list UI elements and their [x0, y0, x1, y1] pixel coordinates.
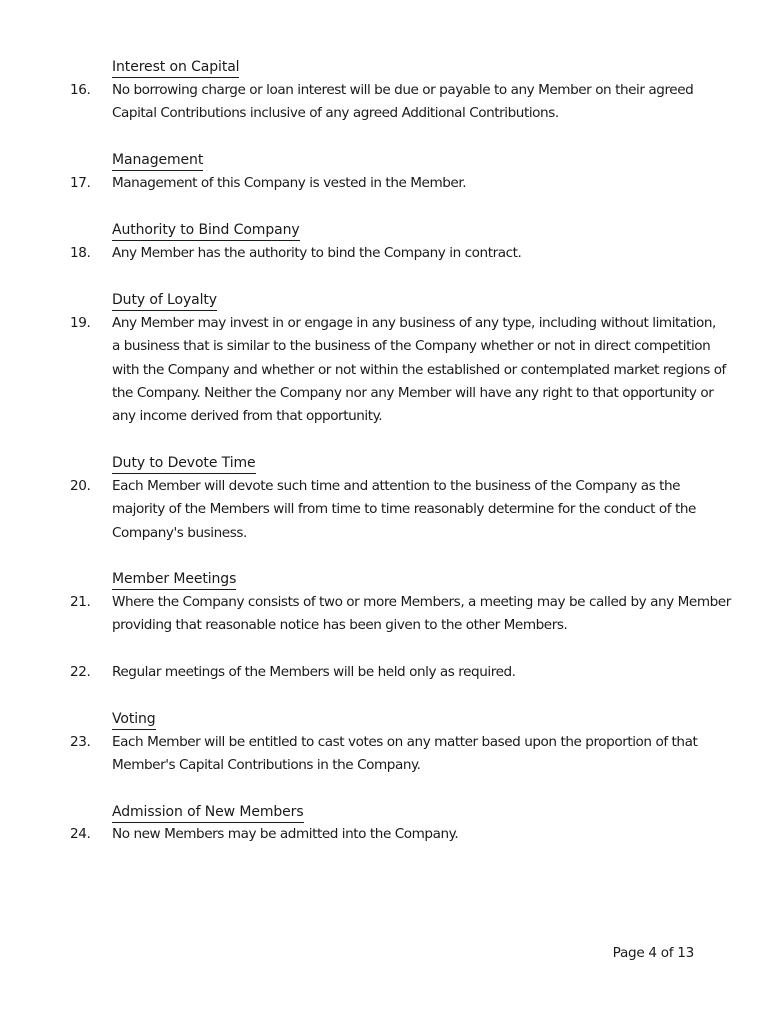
clause-number: 19. [70, 315, 91, 331]
section-heading-authority-to-bind: Authority to Bind Company [112, 220, 300, 241]
clause-number: 21. [70, 594, 91, 610]
clause-line: the Company. Neither the Company nor any Member will have any right to that opportunity or [112, 384, 714, 401]
clause-text [112, 475, 712, 545]
clause-line: Management of this Company is vested in the Member. [112, 175, 467, 191]
section-heading-management: Management [112, 150, 203, 171]
clause-text [112, 172, 712, 195]
clause-line: a business that is similar to the business of the Company whether or not in direct competition [112, 338, 711, 355]
section-heading-voting: Voting [112, 709, 156, 730]
clause-line: with the Company and whether or not within the established or contemplated market regions of [112, 361, 726, 378]
clause-line: Member's Capital Contributions in the Company. [112, 757, 421, 774]
clause-text [112, 242, 712, 265]
clause-line: providing that reasonable notice has been given to the other Members. [112, 617, 568, 634]
clause-line: Capital Contributions inclusive of any agreed Additional Contributions. [112, 105, 559, 122]
clause-number: 20. [70, 478, 91, 494]
clause-text [112, 591, 731, 638]
clause-text [112, 823, 712, 846]
section-heading-member-meetings: Member Meetings [112, 569, 236, 590]
clause-text [112, 731, 712, 778]
clause-number: 17. [70, 175, 91, 191]
clause-number: 24. [70, 826, 91, 842]
clause-number: 18. [70, 245, 91, 261]
clause-line: majority of the Members will from time to time reasonably determine for the conduct of the [112, 501, 696, 518]
clause-text [112, 661, 712, 684]
clause-line: any income derived from that opportunity. [112, 408, 383, 425]
clause-line: Where the Company consists of two or more Members, a meeting may be called by any Member [112, 594, 731, 610]
clause-text [112, 312, 726, 428]
clause-number: 23. [70, 734, 91, 750]
clause-line: Company's business. [112, 524, 247, 541]
clause-number: 16. [70, 82, 91, 98]
clause-line: No borrowing charge or loan interest will be due or payable to any Member on their agreed [112, 82, 694, 98]
page-number: Page 4 of 13 [612, 945, 694, 961]
clause-line: Any Member has the authority to bind the Company in contract. [112, 245, 522, 261]
section-heading-admission-of-new-members: Admission of New Members [112, 802, 304, 823]
section-heading-duty-to-devote-time: Duty to Devote Time [112, 453, 256, 474]
section-heading-duty-of-loyalty: Duty of Loyalty [112, 290, 217, 311]
section-heading-interest-on-capital: Interest on Capital [112, 57, 239, 78]
clause-line: Regular meetings of the Members will be held only as required. [112, 664, 516, 680]
clause-line: Any Member may invest in or engage in any business of any type, including without limitation, [112, 315, 716, 331]
clause-line: Each Member will be entitled to cast votes on any matter based upon the proportion of that [112, 734, 698, 750]
clause-number: 22. [70, 664, 91, 680]
clause-line: No new Members may be admitted into the Company. [112, 826, 459, 842]
clause-text [112, 79, 712, 126]
clause-line: Each Member will devote such time and attention to the business of the Company as the [112, 478, 681, 494]
